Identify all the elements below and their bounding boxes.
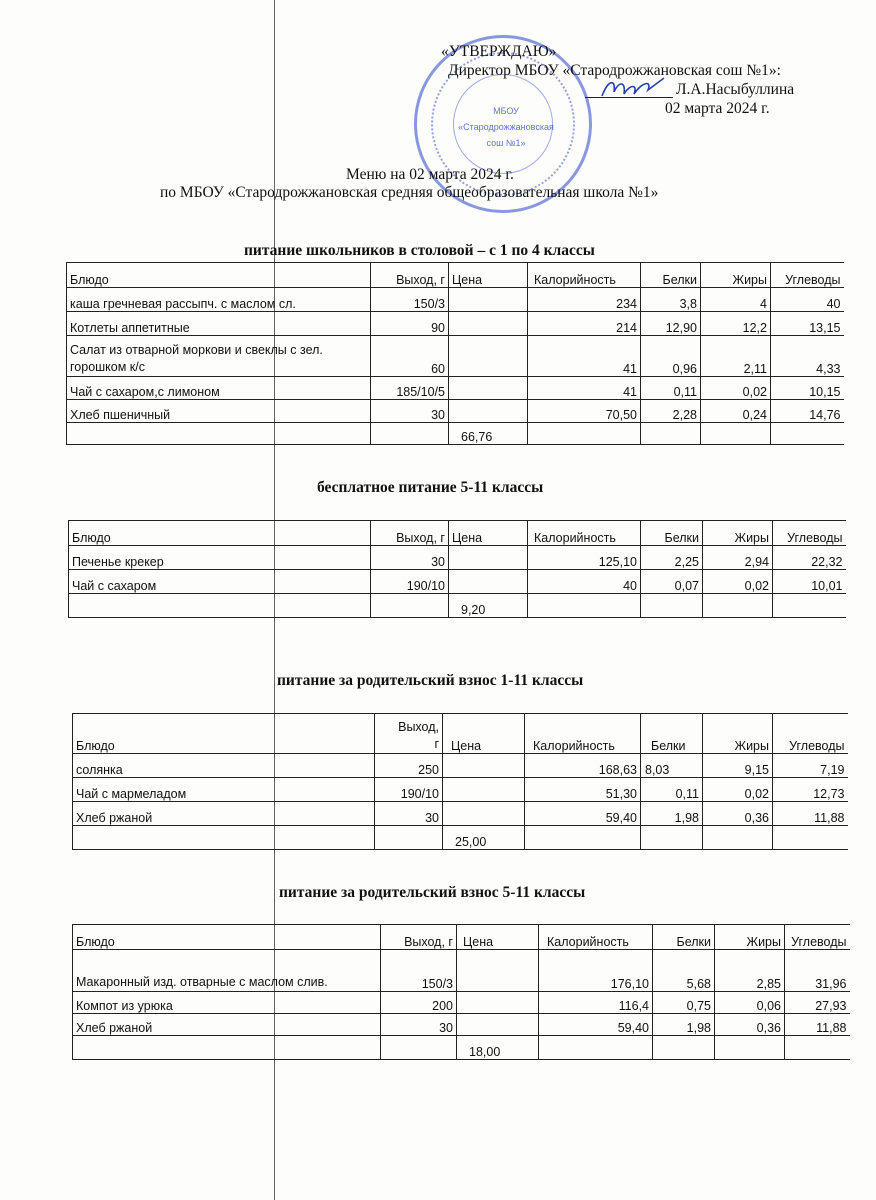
fat-value: 2,94 — [703, 546, 773, 570]
empty-cell — [375, 826, 443, 850]
empty-cell — [641, 423, 701, 445]
protein-value: 3,8 — [641, 288, 701, 312]
col-protein: Белки — [641, 714, 703, 754]
calories-value: 51,30 — [525, 778, 641, 802]
table-row — [73, 1014, 850, 1036]
table-row — [73, 754, 848, 778]
carbs-value: 11,88 — [785, 1014, 850, 1036]
col-protein: Белки — [653, 925, 715, 950]
price-value — [449, 570, 528, 594]
protein-value: 2,25 — [641, 546, 703, 570]
section-title-3: питание за родительский взнос 1-11 классы — [277, 672, 584, 689]
dish-name: Котлеты аппетитные — [67, 312, 371, 336]
fat-value: 9,15 — [703, 754, 773, 778]
fat-value: 2,85 — [715, 950, 785, 992]
table-header-row — [67, 263, 844, 288]
price-value — [449, 336, 528, 377]
col-protein: Белки — [641, 521, 703, 546]
col-carbs: Углеводы — [773, 521, 846, 546]
price-value — [449, 546, 528, 570]
calories-value: 234 — [528, 288, 641, 312]
yield-value: 190/10 — [375, 778, 443, 802]
fat-value: 12,2 — [701, 312, 771, 336]
yield-value: 190/10 — [371, 570, 449, 594]
carbs-value: 40 — [771, 288, 844, 312]
menu-table-2 — [68, 520, 846, 618]
price-value — [457, 992, 539, 1014]
yield-value: 150/3 — [381, 950, 457, 992]
protein-value: 1,98 — [653, 1014, 715, 1036]
director-name: Л.А.Насыбуллина — [676, 81, 795, 98]
empty-cell — [701, 423, 771, 445]
empty-cell — [528, 594, 641, 618]
total-row — [73, 1036, 850, 1060]
col-yield-line-2: г — [434, 737, 439, 751]
col-price: Цена — [449, 521, 528, 546]
calories-value: 59,40 — [539, 1014, 653, 1036]
empty-cell — [525, 826, 641, 850]
carbs-value: 13,15 — [771, 312, 844, 336]
approve-label: «УТВЕРЖДАЮ» — [441, 43, 557, 60]
stamp-org: МБОУ — [493, 106, 519, 116]
empty-cell — [773, 594, 846, 618]
table-row — [67, 288, 844, 312]
empty-cell — [785, 1036, 850, 1060]
col-fat: Жиры — [703, 521, 773, 546]
yield-value: 30 — [371, 546, 449, 570]
table-row — [73, 802, 848, 826]
protein-value: 1,98 — [641, 802, 703, 826]
dish-name: Чай с сахаром — [69, 570, 371, 594]
price-value — [449, 400, 528, 423]
menu-table-4 — [72, 924, 850, 1060]
price-value — [443, 778, 525, 802]
protein-value: 0,75 — [653, 992, 715, 1014]
table-row — [73, 778, 848, 802]
table-row — [73, 950, 850, 992]
total-price: 25,00 — [443, 826, 525, 850]
empty-cell — [773, 826, 848, 850]
yield-value: 90 — [371, 312, 449, 336]
empty-cell — [371, 423, 449, 445]
total-row — [73, 826, 848, 850]
price-value — [443, 802, 525, 826]
empty-cell — [381, 1036, 457, 1060]
table-row — [67, 336, 844, 377]
fat-value: 2,11 — [701, 336, 771, 377]
col-yield: Выход, г — [371, 521, 449, 546]
empty-cell — [771, 423, 844, 445]
yield-value: 185/10/5 — [371, 377, 449, 400]
protein-value: 2,28 — [641, 400, 701, 423]
dish-name: Хлеб ржаной — [73, 802, 375, 826]
calories-value: 116,4 — [539, 992, 653, 1014]
section-title-4: питание за родительский взнос 5-11 классы — [279, 884, 586, 901]
calories-value: 41 — [528, 336, 641, 377]
empty-cell — [73, 826, 375, 850]
stamp-name: «Стародрожжановская — [458, 122, 554, 132]
col-fat: Жиры — [703, 714, 773, 754]
col-dish: Блюдо — [73, 714, 375, 754]
price-value — [449, 288, 528, 312]
carbs-value: 7,19 — [773, 754, 848, 778]
col-price: Цена — [449, 263, 528, 288]
carbs-value: 4,33 — [771, 336, 844, 377]
empty-cell — [715, 1036, 785, 1060]
col-dish: Блюдо — [69, 521, 371, 546]
col-price: Цена — [457, 925, 539, 950]
col-yield: Выход, г — [381, 925, 457, 950]
fat-value: 4 — [701, 288, 771, 312]
fat-value: 0,36 — [703, 802, 773, 826]
empty-cell — [703, 594, 773, 618]
menu-table-3 — [72, 713, 848, 850]
total-row — [67, 423, 844, 445]
col-yield — [375, 714, 443, 754]
section-title-2: бесплатное питание 5-11 классы — [317, 479, 544, 496]
calories-value: 41 — [528, 377, 641, 400]
col-protein: Белки — [641, 263, 701, 288]
table-row — [73, 992, 850, 1014]
carbs-value: 10,01 — [773, 570, 846, 594]
col-fat: Жиры — [701, 263, 771, 288]
stamp-suffix: сош №1» — [486, 138, 526, 148]
page-title: Меню на 02 марта 2024 г. — [346, 166, 514, 183]
section-title-1: питание школьников в столовой – с 1 по 4 классы — [244, 242, 595, 259]
empty-cell — [528, 423, 641, 445]
calories-value: 176,10 — [539, 950, 653, 992]
calories-value: 40 — [528, 570, 641, 594]
yield-value: 30 — [371, 400, 449, 423]
fat-value: 0,02 — [701, 377, 771, 400]
empty-cell — [69, 594, 371, 618]
carbs-value: 10,15 — [771, 377, 844, 400]
calories-value: 125,10 — [528, 546, 641, 570]
total-price: 18,00 — [457, 1036, 539, 1060]
total-price: 9,20 — [449, 594, 528, 618]
price-value — [449, 312, 528, 336]
yield-value: 150/3 — [371, 288, 449, 312]
fat-value: 0,36 — [715, 1014, 785, 1036]
col-dish: Блюдо — [67, 263, 371, 288]
col-price: Цена — [443, 714, 525, 754]
page-subtitle: по МБОУ «Стародрожжановская средняя общеобразовательная школа №1» — [160, 184, 659, 201]
empty-cell — [67, 423, 371, 445]
dish-name: каша гречневая рассыпч. с маслом сл. — [67, 288, 371, 312]
empty-cell — [703, 826, 773, 850]
price-value — [443, 754, 525, 778]
table-row — [69, 570, 846, 594]
carbs-value: 27,93 — [785, 992, 850, 1014]
dish-name: Чай с мармеладом — [73, 778, 375, 802]
director-line: Директор МБОУ «Стародрожжановская сош №1»: — [448, 62, 781, 79]
menu-table-1 — [66, 262, 844, 445]
calories-value: 59,40 — [525, 802, 641, 826]
total-price: 66,76 — [449, 423, 528, 445]
yield-value: 250 — [375, 754, 443, 778]
signature-icon — [598, 74, 668, 102]
empty-cell — [73, 1036, 381, 1060]
price-value — [457, 1014, 539, 1036]
dish-name: Компот из урюка — [73, 992, 381, 1014]
protein-value: 0,11 — [641, 377, 701, 400]
dish-name: Макаронный изд. отварные с маслом слив. — [73, 950, 381, 992]
table-header-row — [69, 521, 846, 546]
carbs-value: 11,88 — [773, 802, 848, 826]
protein-value: 0,96 — [641, 336, 701, 377]
col-calories: Калорийность — [528, 263, 641, 288]
empty-cell — [641, 594, 703, 618]
yield-value: 60 — [371, 336, 449, 377]
yield-value: 30 — [375, 802, 443, 826]
protein-value: 12,90 — [641, 312, 701, 336]
dish-name: Хлеб пшеничный — [67, 400, 371, 423]
table-row — [67, 377, 844, 400]
yield-value: 30 — [381, 1014, 457, 1036]
col-calories: Калорийность — [525, 714, 641, 754]
col-carbs: Углеводы — [771, 263, 844, 288]
empty-cell — [539, 1036, 653, 1060]
protein-value: 0,11 — [641, 778, 703, 802]
protein-value: 0,07 — [641, 570, 703, 594]
fat-value: 0,02 — [703, 778, 773, 802]
dish-name: солянка — [73, 754, 375, 778]
col-carbs: Углеводы — [773, 714, 848, 754]
dish-name: Салат из отварной моркови и свеклы с зел. горошком к/с — [67, 336, 371, 377]
carbs-value: 22,32 — [773, 546, 846, 570]
fat-value: 0,24 — [701, 400, 771, 423]
empty-cell — [653, 1036, 715, 1060]
table-row — [67, 312, 844, 336]
carbs-value: 31,96 — [785, 950, 850, 992]
price-value — [457, 950, 539, 992]
col-carbs: Углеводы — [785, 925, 850, 950]
calories-value: 214 — [528, 312, 641, 336]
col-dish: Блюдо — [73, 925, 381, 950]
table-row — [67, 400, 844, 423]
protein-value: 5,68 — [653, 950, 715, 992]
fat-value: 0,02 — [703, 570, 773, 594]
table-header-row — [73, 925, 850, 950]
empty-cell — [371, 594, 449, 618]
col-calories: Калорийность — [528, 521, 641, 546]
col-calories: Калорийность — [539, 925, 653, 950]
dish-name: Хлеб ржаной — [73, 1014, 381, 1036]
yield-value: 200 — [381, 992, 457, 1014]
protein-value: 8,03 — [641, 754, 703, 778]
table-row — [69, 546, 846, 570]
calories-value: 70,50 — [528, 400, 641, 423]
col-yield-line-1: Выход, — [398, 720, 439, 734]
total-row — [69, 594, 846, 618]
calories-value: 168,63 — [525, 754, 641, 778]
price-value — [449, 377, 528, 400]
carbs-value: 12,73 — [773, 778, 848, 802]
dish-name: Чай с сахаром,с лимоном — [67, 377, 371, 400]
dish-name: Печенье крекер — [69, 546, 371, 570]
empty-cell — [641, 826, 703, 850]
col-fat: Жиры — [715, 925, 785, 950]
approval-date: 02 марта 2024 г. — [665, 100, 770, 117]
fat-value: 0,06 — [715, 992, 785, 1014]
col-yield: Выход, г — [371, 263, 449, 288]
carbs-value: 14,76 — [771, 400, 844, 423]
table-header-row — [73, 714, 848, 754]
